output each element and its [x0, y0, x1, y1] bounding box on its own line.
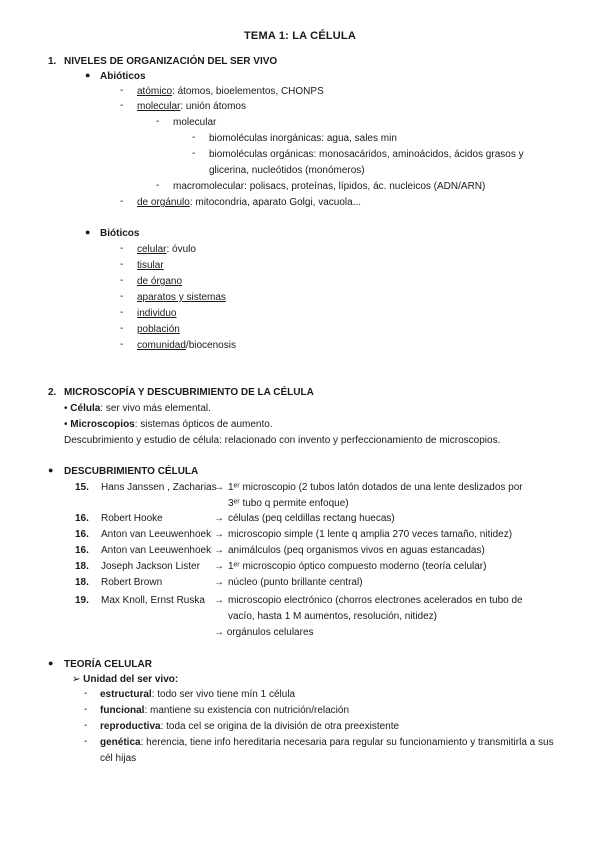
arrow-right-icon: →: [214, 595, 224, 606]
teoria-sub-heading: ➢ Unidad del ser vivo:: [72, 674, 179, 685]
dash-icon: -: [84, 704, 88, 715]
organo-item: de órgano: [137, 276, 183, 287]
arrow-right-icon: →: [214, 529, 224, 540]
dash-icon: -: [84, 736, 88, 747]
dash-icon: -: [120, 259, 124, 270]
arrow-right-icon: →: [214, 545, 224, 556]
bullet-dot-icon: ●: [48, 465, 54, 475]
timeline-row-year: 19.: [75, 595, 89, 606]
dash-icon: -: [120, 100, 124, 111]
bullet-dot-icon: ●: [85, 227, 91, 237]
comunidad-item: comunidad/biocenosis: [137, 340, 236, 351]
descubrimiento-paragraph: Descubrimiento y estudio de célula: relacionado con invento y perfeccionamiento de microscopios.: [64, 435, 501, 446]
dash-icon: -: [192, 148, 196, 159]
arrow-right-icon: →: [214, 482, 224, 493]
dash-icon: -: [120, 275, 124, 286]
arrow-right-icon: →: [214, 577, 224, 588]
theory-item: estructural: todo ser vivo tiene mín 1 célula: [100, 689, 296, 700]
atomico-item: atómico: átomos, bioelementos, CHONPS: [137, 86, 324, 97]
timeline-row-description: microscopio electrónico (chorros electrones acelerados en tubo de: [228, 595, 523, 606]
timeline-row-name: Hans Janssen , Zacharias: [101, 482, 217, 493]
dash-icon: -: [120, 243, 124, 254]
biomoleculas-organicas: biomoléculas orgánicas: monosacáridos, aminoácidos, ácidos grasos y: [209, 149, 524, 160]
timeline-row-name: Joseph Jackson Lister: [101, 561, 200, 572]
timeline-row-year: 16.: [75, 513, 89, 524]
organulo-item: de orgánulo: mitocondria, aparato Golgi, vacuola...: [137, 197, 362, 208]
timeline-row-name: Max Knoll, Ernst Ruska: [101, 595, 205, 606]
dash-icon: -: [84, 720, 88, 731]
biomoleculas-organicas-cont: glicerina, nucleótidos (monómeros): [209, 165, 365, 176]
dash-icon: -: [120, 196, 124, 207]
tisular-item: tisular: [137, 260, 164, 271]
bioticos-label: Bióticos: [100, 228, 140, 239]
timeline-row-year: 18.: [75, 561, 89, 572]
poblacion-item: población: [137, 324, 180, 335]
molecular-item: molecular: unión átomos: [137, 101, 246, 112]
arrow-right-icon: ➢: [72, 674, 81, 685]
dash-icon: -: [120, 307, 124, 318]
timeline-row-description: 1ᵉʳ microscopio óptico compuesto moderno (teoría celular): [228, 561, 487, 572]
bullet-dot-icon: ●: [85, 70, 91, 80]
dash-icon: -: [156, 180, 160, 191]
arrow-right-icon: →: [214, 561, 224, 572]
molecular-sub-item: molecular: [173, 117, 217, 128]
dash-icon: -: [120, 323, 124, 334]
dash-icon: -: [120, 85, 124, 96]
page-title: TEMA 1: LA CÉLULA: [244, 30, 356, 42]
timeline-row-description: núcleo (punto brillante central): [228, 577, 363, 588]
timeline-row-description-cont: vacío, hasta 1 M aumentos, resolución, nitidez): [228, 611, 437, 622]
timeline-row-year: 15.: [75, 482, 89, 493]
timeline-row-name: Anton van Leeuwenhoek: [101, 529, 212, 540]
individuo-item: individuo: [137, 308, 177, 319]
timeline-row-year: 16.: [75, 529, 89, 540]
theory-item: funcional: mantiene su existencia con nutrición/relación: [100, 705, 350, 716]
theory-item: genética: herencia, tiene info hereditaria necesaria para regular su funcionamiento y transmitirla a sus: [100, 737, 554, 748]
timeline-row-description: microscopio simple (1 lente q amplia 270 veces tamaño, nitidez): [228, 529, 513, 540]
macromolecular-item: macromolecular: polisacs, proteínas, lípidos, ác. nucleicos (ADN/ARN): [173, 181, 486, 192]
timeline-row-description-cont: 3ᵉʳ tubo q permite enfoque): [228, 498, 349, 509]
timeline-row-description: células (peq celdillas rectang huecas): [228, 513, 395, 524]
timeline-row-description: animálculos (peq organismos vivos en aguas estancadas): [228, 545, 485, 556]
biomoleculas-inorganicas: biomoléculas inorgánicas: agua, sales min: [209, 133, 397, 144]
timeline-row-year: 16.: [75, 545, 89, 556]
timeline-row-name: Anton van Leeuwenhoek: [101, 545, 212, 556]
theory-last-line: cél hijas: [100, 753, 137, 764]
microscopios-definition: • Microscopios: sistemas ópticos de aumento.: [64, 419, 273, 430]
dash-icon: -: [156, 116, 160, 127]
section-3-heading: DESCUBRIMIENTO CÉLULA: [64, 466, 199, 477]
dash-icon: -: [120, 291, 124, 302]
arrow-right-icon: →: [214, 513, 224, 524]
celular-item: celular: óvulo: [137, 244, 196, 255]
celula-definition: • Célula: ser vivo más elemental.: [64, 403, 211, 414]
bullet-dot-icon: ●: [48, 658, 54, 668]
abioticos-label: Abióticos: [100, 71, 146, 82]
timeline-row-year: 18.: [75, 577, 89, 588]
aparatos-item: aparatos y sistemas: [137, 292, 226, 303]
section-4-heading: TEORÍA CELULAR: [64, 659, 152, 670]
dash-icon: -: [192, 132, 196, 143]
dash-icon: -: [120, 339, 124, 350]
dash-icon: -: [84, 688, 88, 699]
section-2-heading: MICROSCOPÍA Y DESCUBRIMIENTO DE LA CÉLULA: [64, 387, 314, 398]
section-2-number: 2.: [48, 387, 57, 398]
section-1-heading: NIVELES DE ORGANIZACIÓN DEL SER VIVO: [64, 56, 278, 67]
extra-row: → orgánulos celulares: [214, 627, 314, 638]
timeline-row-name: Robert Brown: [101, 577, 163, 588]
timeline-row-description: 1ᵉʳ microscopio (2 tubos latón dotados de una lente deslizados por: [228, 482, 523, 493]
theory-item: reproductiva: toda cel se origina de la división de otra preexistente: [100, 721, 400, 732]
timeline-row-name: Robert Hooke: [101, 513, 163, 524]
section-1-number: 1.: [48, 56, 57, 67]
